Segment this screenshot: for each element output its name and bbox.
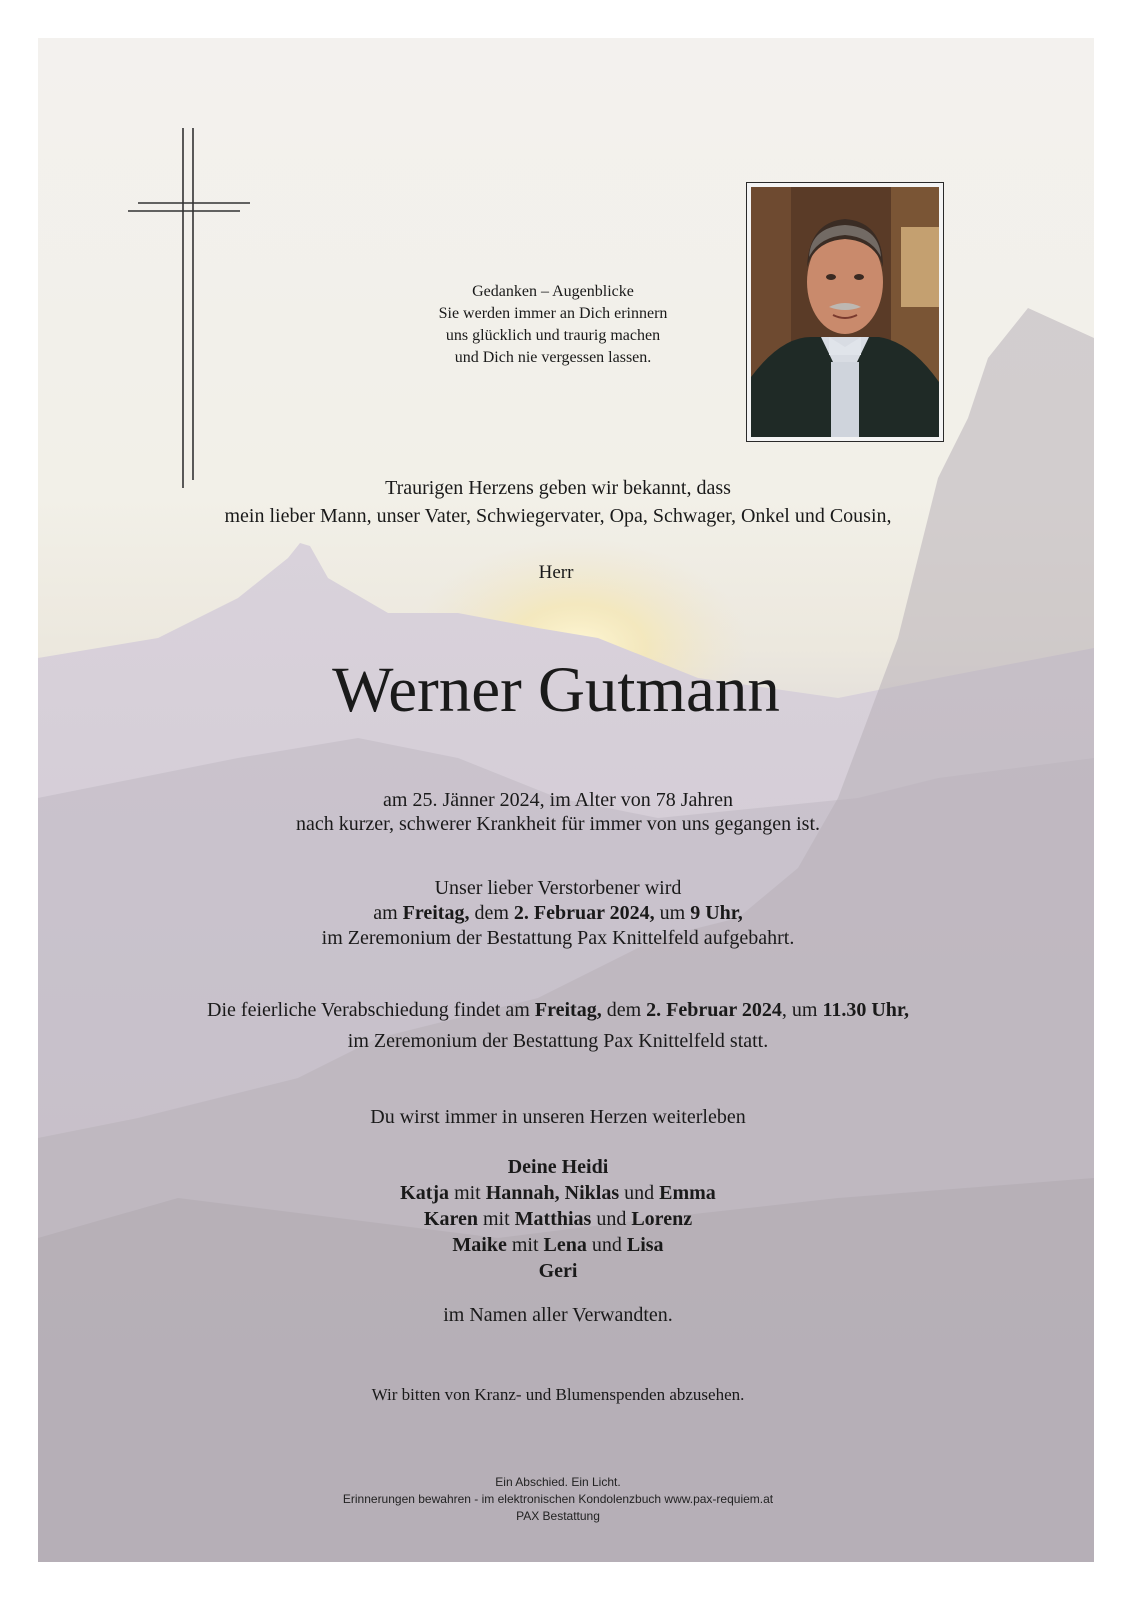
family-member: Katja	[400, 1182, 450, 1204]
viewing-line	[208, 901, 908, 926]
family-conj: und	[591, 1208, 632, 1230]
poem-line: und Dich nie vergessen lassen.	[454, 349, 652, 366]
family-member: Niklas	[564, 1182, 620, 1204]
viewing-time: 9 Uhr,	[690, 902, 743, 924]
portrait-frame	[746, 182, 944, 442]
family-conj: mit	[478, 1208, 515, 1230]
relatives-note: im Namen aller Verwandten.	[443, 1304, 673, 1326]
family-member: Lisa	[626, 1234, 664, 1256]
footer-line: Ein Abschied. Ein Licht.	[495, 1475, 621, 1489]
farewell-date: 2. Februar 2024	[646, 999, 782, 1021]
family-conj: mit	[506, 1234, 544, 1256]
deceased-name: Werner Gutmann	[332, 654, 780, 726]
viewing-day: Freitag,	[402, 902, 470, 924]
family-line: Geri	[538, 1260, 578, 1282]
family-member: Matthias	[514, 1208, 592, 1230]
portrait-photo	[751, 187, 939, 437]
family-conj: und	[619, 1182, 660, 1204]
memorial-poem	[393, 281, 713, 369]
poem-line: Sie werden immer an Dich erinnern	[438, 305, 668, 322]
farewell-time: 11.30 Uhr,	[822, 999, 909, 1021]
obituary-page	[38, 38, 1094, 1562]
viewing-text: um	[654, 902, 691, 924]
footer-line: Erinnerungen bewahren - im elektronischen Kondolenzbuch www.pax-requiem.at	[342, 1492, 774, 1506]
death-notice	[208, 788, 908, 836]
farewell-text: Die feierliche Verabschiedung findet am	[207, 999, 535, 1021]
flowers-note: Wir bitten von Kranz- und Blumenspenden abzusehen.	[371, 1385, 745, 1404]
farewell-day: Freitag,	[534, 999, 602, 1021]
farewell-text: , um	[781, 999, 823, 1021]
family-member: Hannah,	[485, 1182, 560, 1204]
cross-icon	[128, 128, 253, 488]
family-line: Deine Heidi	[507, 1156, 609, 1178]
farewell-text: dem	[601, 999, 647, 1021]
family-member: Karen	[423, 1208, 478, 1230]
viewing-line: im Zeremonium der Bestattung Pax Knittelfeld aufgebahrt.	[321, 927, 795, 949]
announcement-line: mein lieber Mann, unser Vater, Schwiegervater, Opa, Schwager, Onkel und Cousin,	[224, 505, 892, 527]
family-member: Maike	[452, 1234, 507, 1256]
announcement-line: Traurigen Herzens geben wir bekannt, dass	[385, 477, 731, 499]
family-line	[308, 1232, 808, 1258]
family-member: Lena	[543, 1234, 587, 1256]
viewing-text: am	[373, 902, 403, 924]
family-line	[308, 1206, 808, 1232]
family-conj: und	[586, 1234, 627, 1256]
farewell-line	[138, 995, 978, 1026]
poem-line: Gedanken – Augenblicke	[472, 283, 634, 300]
farewell-info	[138, 995, 978, 1057]
announcement	[148, 474, 968, 530]
viewing-date: 2. Februar 2024,	[513, 902, 655, 924]
family-member: Lorenz	[631, 1208, 693, 1230]
family-line	[308, 1180, 808, 1206]
viewing-info	[208, 876, 908, 951]
family-member: Emma	[659, 1182, 716, 1204]
footer	[238, 1474, 878, 1525]
death-line: am 25. Jänner 2024, im Alter von 78 Jahren	[383, 789, 733, 811]
viewing-text: dem	[469, 902, 514, 924]
poem-line: uns glücklich und traurig machen	[445, 327, 661, 344]
honorific: Herr	[538, 562, 574, 583]
family-conj: mit	[449, 1182, 486, 1204]
motto: Du wirst immer in unseren Herzen weiterleben	[370, 1106, 746, 1128]
footer-line: PAX Bestattung	[516, 1509, 600, 1523]
family-signatures	[308, 1154, 808, 1284]
viewing-line: Unser lieber Verstorbener wird	[434, 877, 682, 899]
death-line: nach kurzer, schwerer Krankheit für immer von uns gegangen ist.	[295, 813, 820, 835]
farewell-line: im Zeremonium der Bestattung Pax Knittelfeld statt.	[347, 1030, 769, 1052]
